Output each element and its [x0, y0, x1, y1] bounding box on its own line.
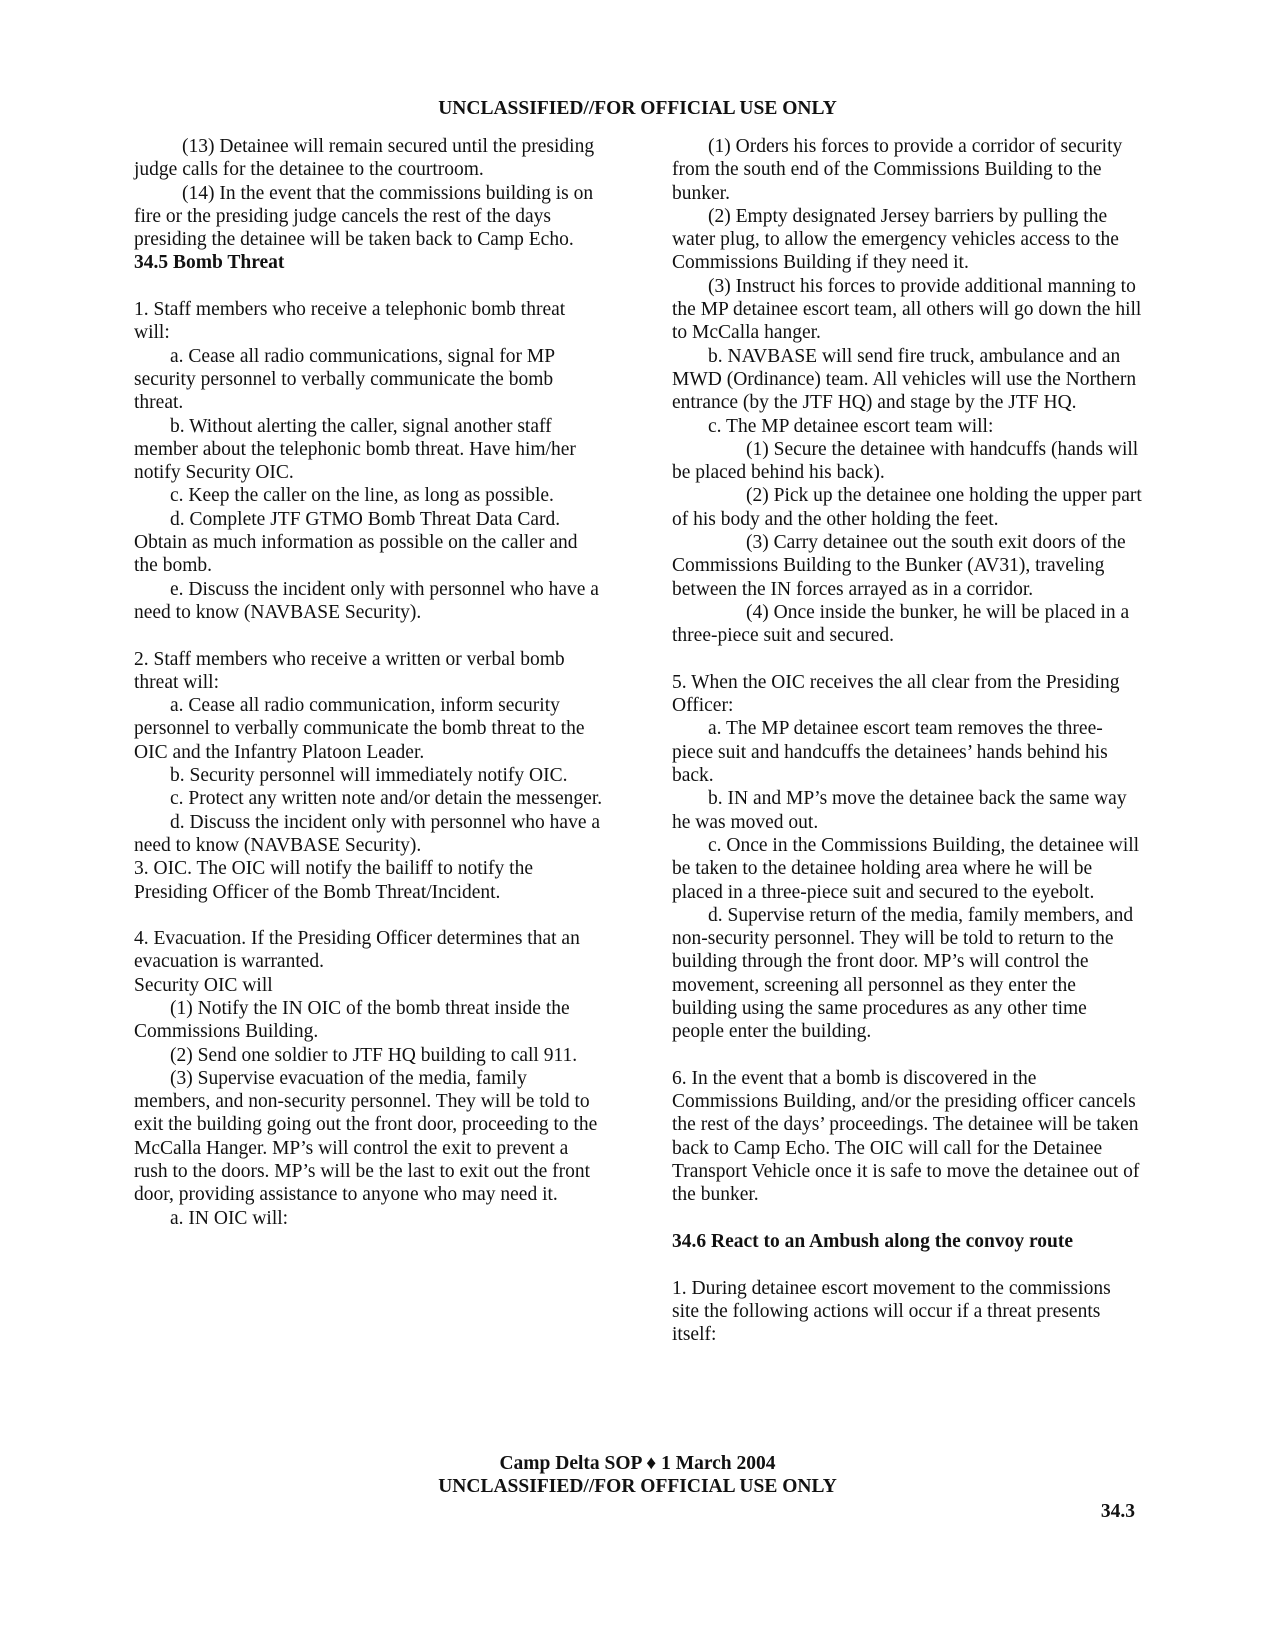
paragraph: (13) Detainee will remain secured until the presiding judge calls for the detainee to the courtroom. — [134, 136, 595, 181]
paragraph-spacer — [672, 648, 1142, 671]
paragraph: (1) Orders his forces to provide a corridor of security from the south end of the Commissions Building to the bunker. — [672, 136, 1123, 204]
paragraph: (1) Notify the IN OIC of the bomb threat inside the Commissions Building. — [134, 997, 570, 1043]
paragraph: b. Security personnel will immediately notify OIC. — [170, 765, 568, 787]
paragraph: d. Supervise return of the media, family members, and non-security personnel. They will be told to return to the building through the front door. MP’s will control the movement, screening all personnel as they enter the building using the same procedures as any other time people enter the building. — [672, 904, 1134, 1043]
paragraph: (2) Send one soldier to JTF HQ building to call 911. — [170, 1044, 578, 1066]
paragraph: c. Keep the caller on the line, as long as possible. — [170, 485, 554, 507]
paragraph: c. The MP detainee escort team will: — [708, 415, 994, 437]
paragraph: 5. When the OIC receives the all clear from the Presiding Officer: — [672, 671, 1120, 717]
footer — [0, 1452, 1275, 1499]
paragraph: a. The MP detainee escort team removes the three-piece suit and handcuffs the detainees’ hands behind his back. — [672, 718, 1108, 787]
paragraph-spacer — [134, 275, 604, 298]
paragraph-spacer — [672, 1207, 1142, 1230]
paragraph: (3) Instruct his forces to provide additional manning to the MP detainee escort team, all others will go down the hill to McCalla hanger. — [672, 275, 1142, 344]
paragraph: a. IN OIC will: — [170, 1207, 289, 1229]
paragraph: 1. Staff members who receive a telephonic bomb threat will: — [134, 299, 566, 344]
paragraph: b. NAVBASE will send fire truck, ambulance and an MWD (Ordinance) team. All vehicles will use the Northern entrance (by the JTF HQ) and stage by the JTF HQ. — [672, 345, 1137, 414]
paragraph: d. Complete JTF GTMO Bomb Threat Data Card. Obtain as much information as possible on the caller and the bomb. — [134, 508, 578, 577]
footer-classification: UNCLASSIFIED//FOR OFFICIAL USE ONLY — [438, 1476, 837, 1498]
page-number: 34.3 — [1100, 1501, 1135, 1522]
paragraph: b. IN and MP’s move the detainee back the same way he was moved out. — [672, 788, 1127, 833]
paragraph: b. Without alerting the caller, signal another staff member about the telephonic bomb threat. Have him/her notify Security OIC. — [134, 415, 576, 484]
section-heading: 34.6 React to an Ambush along the convoy route — [672, 1230, 1074, 1252]
paragraph: 3. OIC. The OIC will notify the bailiff to notify the Presiding Officer of the Bomb Threat/Incident. — [134, 858, 533, 903]
paragraph: (14) In the event that the commissions building is on fire or the presiding judge cancels the rest of the days presiding the detainee will be taken back to Camp Echo. — [134, 182, 594, 251]
header-classification: UNCLASSIFIED//FOR OFFICIAL USE ONLY — [438, 98, 837, 119]
paragraph: (3) Carry detainee out the south exit doors of the Commissions Building to the Bunker (AV31), traveling between the IN forces arrayed as in a corridor. — [672, 532, 1126, 600]
paragraph: (2) Empty designated Jersey barriers by pulling the water plug, to allow the emergency vehicles access to the Commissions Building if they need it. — [672, 205, 1119, 274]
paragraph: (1) Secure the detainee with handcuffs (hands will be placed behind his back). — [672, 438, 1139, 484]
paragraph: c. Protect any written note and/or detain the messenger. — [170, 788, 603, 810]
paragraph: e. Discuss the incident only with personnel who have a need to know (NAVBASE Security). — [134, 578, 599, 623]
right-column — [672, 135, 1142, 1346]
paragraph: a. Cease all radio communication, inform security personnel to verbally communicate the bomb threat to the OIC and the Infantry Platoon Leader. — [134, 695, 585, 763]
paragraph: 4. Evacuation. If the Presiding Officer determines that an evacuation is warranted. — [134, 928, 580, 973]
paragraph-spacer — [134, 624, 604, 647]
paragraph: (4) Once inside the bunker, he will be placed in a three-piece suit and secured. — [672, 601, 1130, 647]
paragraph: c. Once in the Commissions Building, the detainee will be taken to the detainee holding area where he will be placed in a three-piece suit and secured to the eyebolt. — [672, 834, 1140, 903]
footer-title: Camp Delta SOP ♦ 1 March 2004 — [499, 1453, 776, 1474]
paragraph: a. Cease all radio communications, signal for MP security personnel to verbally communicate the bomb threat. — [134, 345, 555, 414]
paragraph: d. Discuss the incident only with personnel who have a need to know (NAVBASE Security). — [134, 811, 600, 856]
section-heading: 34.5 Bomb Threat — [134, 252, 285, 274]
left-column — [134, 135, 604, 1230]
paragraph: Security OIC will — [134, 974, 273, 996]
paragraph-spacer — [672, 1044, 1142, 1067]
paragraph: 6. In the event that a bomb is discovered in the Commissions Building, and/or the presiding officer cancels the rest of the days’ proceedings. The detainee will be taken back to Camp Echo. The OIC will call for the Detainee Transport Vehicle once it is safe to move the detainee out of the bunker. — [672, 1067, 1140, 1206]
paragraph: (3) Supervise evacuation of the media, family members, and non-security personnel. They will be told to exit the building going out the front door, proceeding to the McCalla Hanger. MP’s will control the exit to prevent a rush to the doors. MP’s will be the last to exit out the front door, providing assistance to anyone who may need it. — [134, 1067, 598, 1206]
paragraph: 2. Staff members who receive a written or verbal bomb threat will: — [134, 648, 565, 693]
paragraph: (2) Pick up the detainee one holding the upper part of his body and the other holding the feet. — [672, 485, 1142, 530]
paragraph-spacer — [672, 1253, 1142, 1276]
paragraph: 1. During detainee escort movement to the commissions site the following actions will occur if a threat presents itself: — [672, 1277, 1111, 1346]
paragraph-spacer — [134, 904, 604, 927]
